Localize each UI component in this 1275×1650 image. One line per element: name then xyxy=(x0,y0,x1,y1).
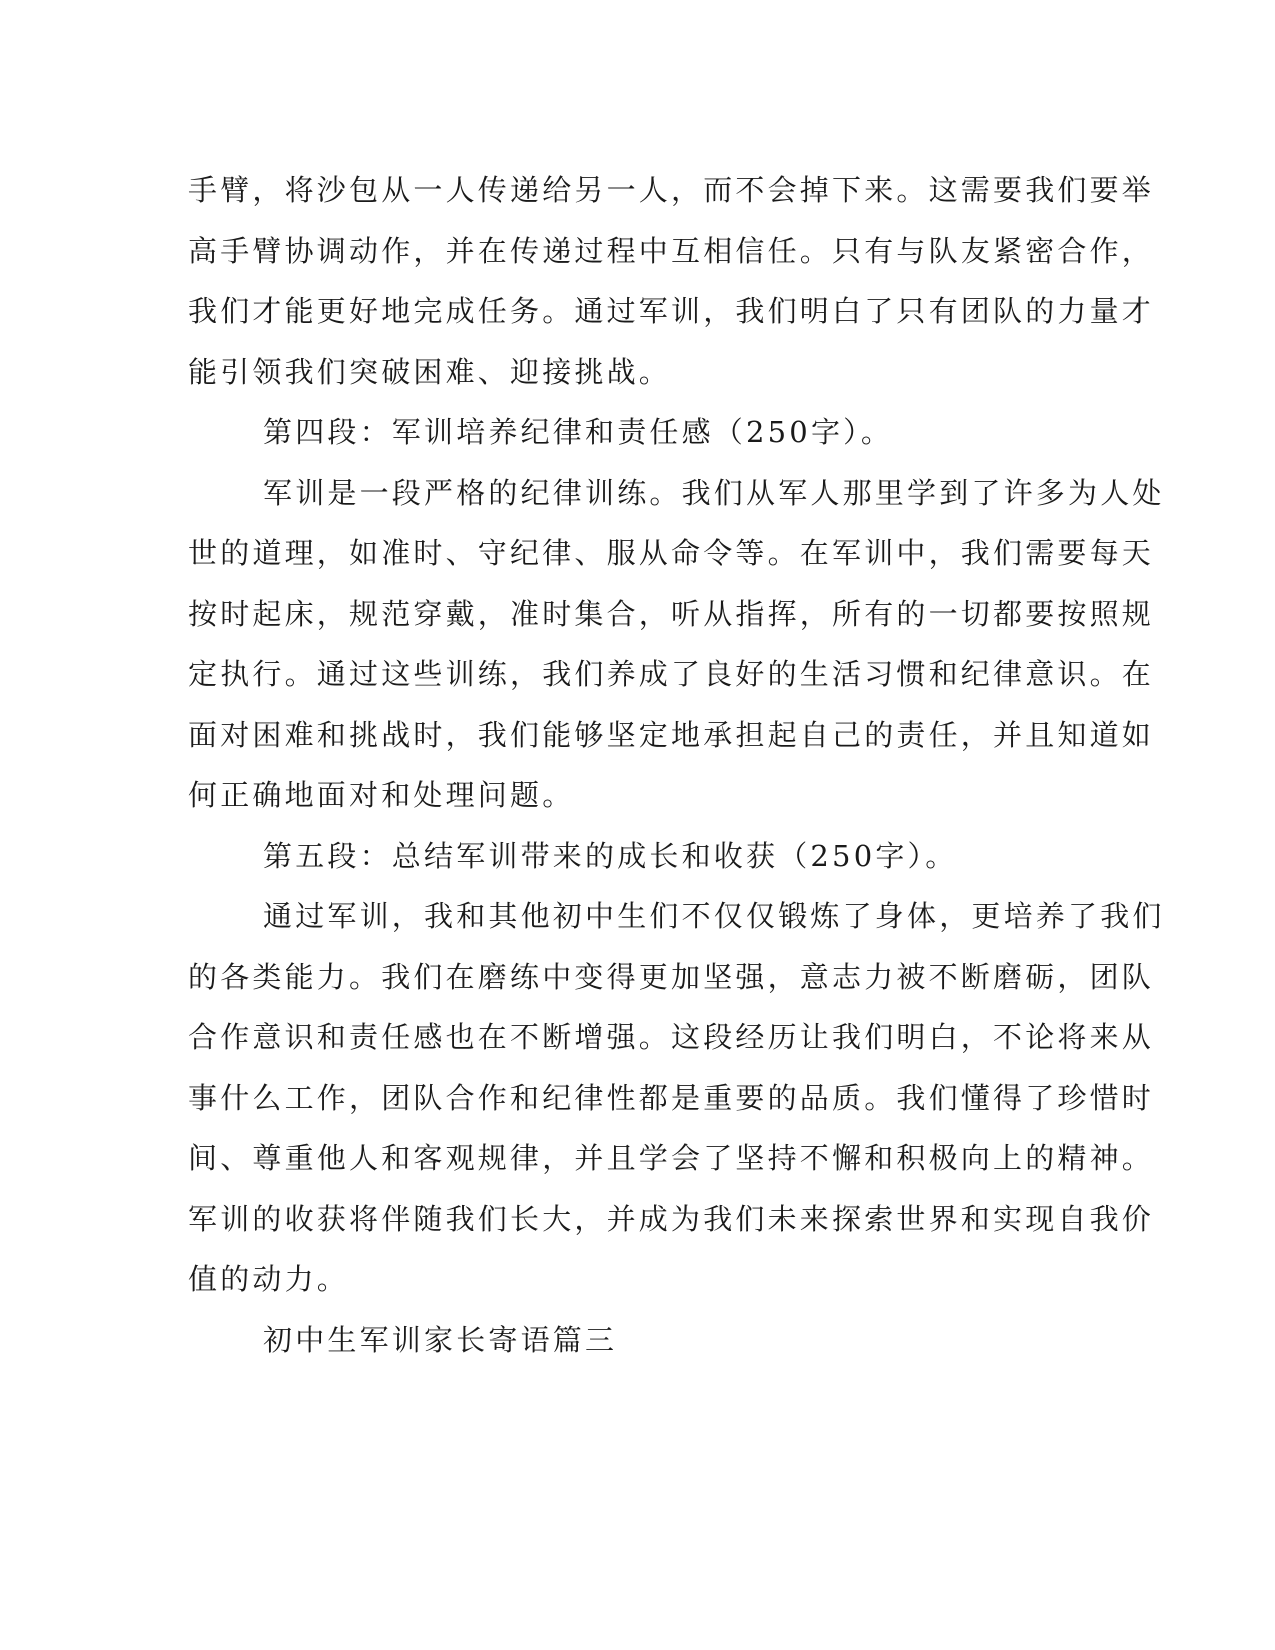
text-line: 军训是一段严格的纪律训练。我们从军人那里学到了许多为人处 xyxy=(263,475,1165,510)
text-line: 能引领我们突破困难、迎接挑战。 xyxy=(188,354,672,389)
text-line: 世的道理，如准时、守纪律、服从命令等。在军训中，我们需要每天 xyxy=(188,536,1155,570)
text-line: 事什么工作，团队合作和纪律性都是重要的品质。我们懂得了珍惜时 xyxy=(188,1080,1155,1115)
text-line: 通过军训，我和其他初中生们不仅仅锻炼了身体，更培养了我们 xyxy=(263,899,1165,933)
text-line: 间、尊重他人和客观规律，并且学会了坚持不懈和积极向上的精神。 xyxy=(188,1141,1155,1175)
body-text xyxy=(188,160,1165,1370)
text-line: 值的动力。 xyxy=(188,1262,350,1296)
text-line: 我们才能更好地完成任务。通过军训，我们明白了只有团队的力量才 xyxy=(188,294,1155,328)
section-heading: 第四段：军训培养纪律和责任感（250字）。 xyxy=(263,415,894,449)
article-title: 初中生军训家长寄语篇三 xyxy=(263,1322,618,1357)
text-line: 军训的收获将伴随我们长大，并成为我们未来探索世界和实现自我价 xyxy=(188,1201,1155,1236)
text-line: 面对困难和挑战时，我们能够坚定地承担起自己的责任，并且知道如 xyxy=(188,717,1155,752)
text-line: 按时起床，规范穿戴，准时集合，听从指挥，所有的一切都要按照规 xyxy=(188,596,1155,631)
text-line: 合作意识和责任感也在不断增强。这段经历让我们明白，不论将来从 xyxy=(188,1020,1155,1054)
text-line: 高手臂协调动作，并在传递过程中互相信任。只有与队友紧密合作， xyxy=(188,233,1155,268)
text-line: 何正确地面对和处理问题。 xyxy=(188,778,575,812)
text-line: 手臂，将沙包从一人传递给另一人，而不会掉下来。这需要我们要举 xyxy=(188,173,1155,207)
text-line: 的各类能力。我们在磨练中变得更加坚强，意志力被不断磨砺，团队 xyxy=(188,959,1155,994)
text-line: 定执行。通过这些训练，我们养成了良好的生活习惯和纪律意识。在 xyxy=(188,657,1155,691)
section-heading: 第五段：总结军训带来的成长和收获（250字）。 xyxy=(263,838,958,873)
